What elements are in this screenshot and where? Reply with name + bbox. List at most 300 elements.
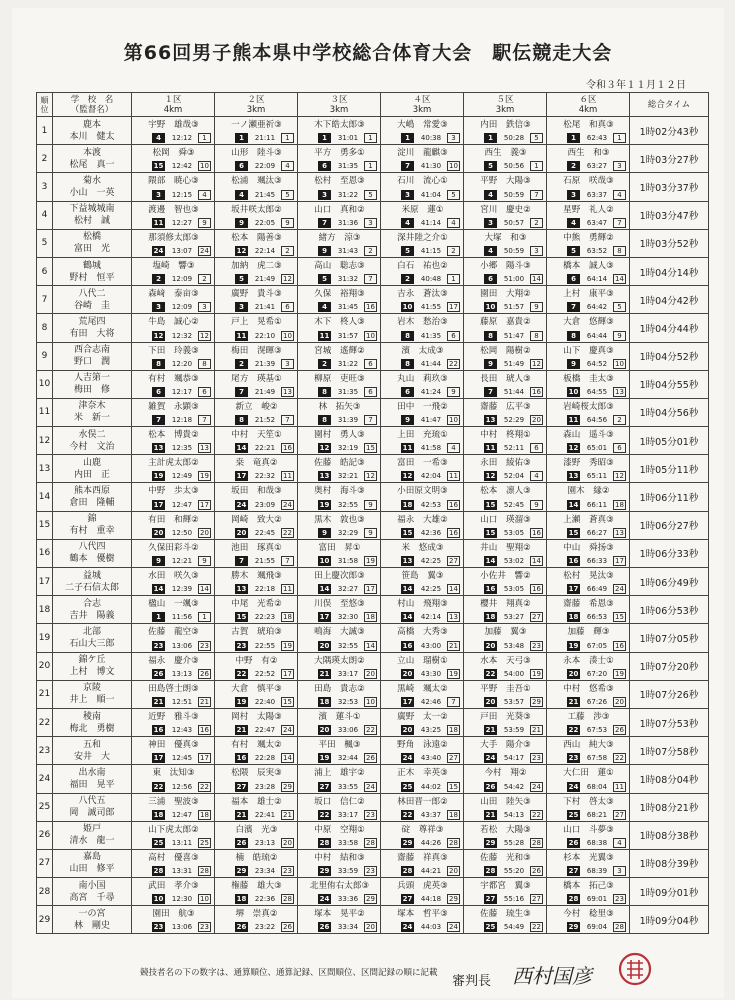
cumulative-rank: 18	[153, 810, 164, 819]
leg-rank: 13	[198, 443, 211, 453]
runner-name: 松岡 陽樹②	[480, 345, 531, 356]
leg-cell	[215, 878, 298, 906]
cumulative-time: 53:57	[503, 697, 525, 706]
total-time: 1時07分20秒	[630, 652, 709, 680]
cumulative-rank: 2	[318, 359, 331, 369]
cumulative-rank: 13	[236, 585, 247, 594]
leg-cell	[132, 878, 215, 906]
cumulative-rank: 18	[402, 500, 413, 509]
leg-cell	[132, 624, 215, 652]
cumulative-time: 44:03	[420, 923, 442, 932]
school-name: 熊本西原	[73, 486, 110, 497]
runner-name: 尾方 瑛基①	[231, 373, 282, 384]
rank-cell: 19	[37, 624, 53, 652]
leg-rank: 12	[613, 471, 626, 481]
runner-name: 上瀬 蒼真③	[563, 514, 614, 525]
leg-rank: 8	[198, 359, 211, 369]
cumulative-time: 67:20	[586, 669, 608, 678]
result-row	[37, 511, 709, 539]
cumulative-time: 67:26	[586, 697, 608, 706]
cumulative-rank: 19	[236, 697, 247, 706]
runner-name: 田島啓士朗③	[148, 683, 199, 694]
leg-rank: 13	[281, 387, 294, 397]
cumulative-rank: 7	[484, 387, 497, 397]
cumulative-time: 12:27	[171, 218, 193, 227]
leg-rank: 5	[530, 133, 543, 143]
cumulative-rank: 3	[484, 218, 497, 228]
cumulative-time: 54:42	[503, 782, 525, 791]
leg-cell	[547, 624, 630, 652]
cumulative-time: 50:59	[503, 190, 525, 199]
leg-rank: 14	[447, 584, 460, 594]
runner-name: 宇都宮 翼③	[480, 881, 531, 892]
runner-name: 北里侑右太郎③	[309, 881, 370, 892]
runner-name: 立山 瑠樹①	[397, 655, 448, 666]
leg-header	[381, 93, 464, 117]
leg-rank: 9	[281, 218, 294, 228]
leg-cell	[132, 314, 215, 342]
cumulative-time: 69:01	[586, 895, 608, 904]
cumulative-rank: 19	[319, 754, 330, 763]
result-row	[37, 483, 709, 511]
cumulative-time: 23:09	[254, 500, 276, 509]
cumulative-time: 67:53	[586, 726, 608, 735]
cumulative-time: 42:25	[420, 585, 442, 594]
runner-name: 平野 圭吾①	[480, 683, 531, 694]
cumulative-time: 68:21	[586, 810, 608, 819]
leg-rank: 7	[281, 415, 294, 425]
runner-name: 笹島 翼③	[401, 571, 444, 581]
judge-label: 審判長	[452, 974, 492, 989]
school-name: 鹿本	[82, 119, 101, 130]
leg-rank: 23	[613, 894, 626, 904]
leg-rank: 13	[613, 387, 626, 397]
leg-rank: 4	[198, 190, 211, 200]
cumulative-rank: 17	[568, 585, 579, 594]
leg-rank: 7	[613, 218, 626, 228]
leg-rank: 15	[613, 612, 626, 622]
leg-rank: 23	[364, 810, 377, 820]
runner-name: 米原 蓮①	[401, 204, 444, 215]
rank-cell: 7	[37, 286, 53, 314]
rank-cell: 9	[37, 342, 53, 370]
leg-cell	[298, 117, 381, 145]
leg-cell	[215, 849, 298, 877]
cumulative-time: 64:44	[586, 331, 608, 340]
footer-note: 競技者名の下の数字は、通算順位、通算記録、区間順位、区間記録の順に記載	[140, 968, 438, 978]
leg-cell	[132, 849, 215, 877]
school-name: 益城	[82, 570, 101, 581]
cumulative-rank: 26	[153, 669, 164, 678]
leg-rank: 15	[281, 697, 294, 707]
cumulative-rank: 1	[235, 133, 248, 143]
cumulative-time: 31:22	[337, 190, 359, 199]
cumulative-rank: 20	[402, 669, 413, 678]
leg-cell	[215, 173, 298, 201]
leg-cell	[381, 539, 464, 567]
manager-name: 谷崎 圭	[73, 300, 110, 311]
runner-name: 下田 玲義③	[148, 345, 199, 356]
cumulative-rank: 16	[568, 557, 579, 565]
leg-cell	[547, 201, 630, 229]
result-row	[37, 680, 709, 708]
leg-rank: 6	[613, 443, 626, 453]
runner-name: 正木 幸英③	[397, 768, 448, 779]
runner-name: 岩崎桜太郎③	[563, 401, 614, 412]
leg-cell	[298, 286, 381, 314]
cumulative-time: 63:37	[586, 190, 608, 199]
cumulative-rank: 5	[484, 161, 497, 171]
cumulative-time: 52:04	[503, 472, 525, 481]
cumulative-rank: 24	[568, 782, 579, 791]
leg-cell	[132, 427, 215, 455]
runner-name: 田中 一飛②	[397, 401, 448, 412]
leg-cell	[381, 793, 464, 821]
cumulative-rank: 7	[318, 218, 331, 228]
leg-rank: 2	[613, 415, 626, 425]
result-row	[37, 737, 709, 765]
leg-rank: 16	[447, 500, 460, 510]
cumulative-rank: 22	[153, 782, 164, 791]
leg-cell	[547, 821, 630, 849]
leg-rank: 20	[364, 922, 377, 932]
leg-rank: 7	[364, 274, 377, 284]
cumulative-rank: 5	[401, 246, 414, 256]
runner-name: 大隅瑛太朗②	[314, 655, 365, 666]
school-name: 京陵	[82, 683, 101, 694]
leg-rank: 16	[198, 725, 211, 735]
leg-cell	[215, 229, 298, 257]
runner-name: 大倉 慎平③	[231, 683, 282, 694]
cumulative-time: 22:32	[254, 472, 276, 481]
cumulative-time: 21:49	[254, 275, 276, 284]
leg-cell	[547, 257, 630, 285]
runner-name: 田上慶次郎③	[314, 571, 365, 581]
result-row	[37, 117, 709, 145]
cumulative-time: 12:39	[171, 585, 193, 594]
leg-rank: 8	[613, 246, 626, 256]
school-cell	[53, 145, 132, 173]
runner-name: 松尾 和真③	[563, 120, 614, 130]
cumulative-rank: 5	[235, 274, 248, 284]
leg-name: ６区	[579, 94, 597, 105]
runner-name: 園木 縁②	[567, 486, 610, 497]
school-cell	[53, 286, 132, 314]
cumulative-rank: 3	[235, 302, 248, 312]
runner-name: 兵頭 虎英③	[397, 881, 448, 892]
leg-distance: 3km	[246, 104, 266, 115]
leg-cell	[132, 511, 215, 539]
cumulative-rank: 6	[401, 387, 414, 397]
school-name: 山鹿	[82, 457, 101, 468]
school-name: 松橋	[82, 232, 101, 243]
leg-rank: 10	[198, 894, 211, 904]
leg-cell	[547, 539, 630, 567]
leg-rank: 21	[530, 725, 543, 735]
leg-cell	[132, 455, 215, 483]
cumulative-rank: 14	[236, 444, 247, 453]
cumulative-rank: 10	[485, 303, 496, 312]
leg-rank: 10	[281, 331, 294, 341]
cumulative-time: 33:58	[337, 838, 359, 847]
leg-cell	[547, 680, 630, 708]
cumulative-rank: 2	[401, 274, 414, 284]
cumulative-rank: 1	[401, 133, 414, 143]
school-cell	[53, 906, 132, 934]
cumulative-time: 12:45	[171, 754, 193, 763]
leg-cell	[464, 286, 547, 314]
cumulative-rank: 11	[568, 416, 579, 425]
cumulative-rank: 13	[568, 472, 579, 481]
runner-name: 廣野 貴斗③	[231, 289, 282, 300]
leg-rank: 7	[364, 415, 377, 425]
cumulative-rank: 26	[236, 838, 247, 847]
leg-rank: 14	[281, 753, 294, 763]
school-cell	[53, 737, 132, 765]
leg-cell	[381, 765, 464, 793]
runner-name: 松村 晃汰③	[563, 571, 614, 581]
leg-rank: 28	[198, 866, 211, 876]
cumulative-time: 22:41	[254, 810, 276, 819]
total-time: 1時07分05秒	[630, 624, 709, 652]
cumulative-time: 64:56	[586, 416, 608, 425]
cumulative-time: 33:55	[337, 782, 359, 791]
rank-cell: 4	[37, 201, 53, 229]
cumulative-time: 33:17	[337, 669, 359, 678]
leg-rank: 10	[364, 331, 377, 341]
runner-name: 水田 咲久③	[148, 571, 199, 581]
cumulative-time: 13:13	[171, 669, 193, 678]
cumulative-rank: 18	[485, 613, 496, 622]
total-time: 1時05分01秒	[630, 427, 709, 455]
runner-name: 宇野 雄哉③	[148, 120, 199, 130]
leg-cell	[547, 145, 630, 173]
runner-name: 杉本 光翼③	[563, 852, 614, 863]
school-name: 津奈木	[78, 401, 106, 412]
leg-rank: 16	[530, 528, 543, 538]
leg-cell	[298, 427, 381, 455]
runner-name: 主計虎太郎②	[148, 458, 199, 469]
rank-cell: 21	[37, 680, 53, 708]
cumulative-rank: 11	[236, 331, 247, 340]
cumulative-time: 68:39	[586, 867, 608, 876]
leg-rank: 27	[447, 753, 460, 763]
rank-cell: 10	[37, 370, 53, 398]
cumulative-time: 53:05	[503, 528, 525, 537]
runner-name: 大仁田 蓮①	[563, 768, 614, 779]
manager-name: 岡 誠司郎	[69, 808, 115, 819]
cumulative-rank: 20	[485, 641, 496, 650]
cumulative-rank: 16	[153, 726, 164, 735]
school-header	[53, 93, 132, 117]
cumulative-rank: 1	[484, 133, 497, 143]
cumulative-rank: 27	[402, 895, 413, 904]
leg-cell	[547, 737, 630, 765]
leg-rank: 26	[613, 725, 626, 735]
cumulative-time: 31:22	[337, 359, 359, 368]
runner-name: 中山 舜扬③	[563, 542, 614, 553]
cumulative-time: 42:36	[420, 528, 442, 537]
cumulative-rank: 1	[567, 133, 580, 143]
leg-cell	[298, 398, 381, 426]
cumulative-time: 12:49	[171, 472, 193, 481]
leg-cell	[215, 257, 298, 285]
leg-cell	[547, 568, 630, 596]
cumulative-rank: 15	[236, 613, 247, 622]
cumulative-rank: 17	[236, 472, 247, 481]
total-time: 1時03分52秒	[630, 229, 709, 257]
leg-cell	[132, 680, 215, 708]
leg-distance: 4km	[163, 104, 183, 115]
runner-name: 富田 一希③	[397, 458, 448, 469]
school-name: 人吉第一	[73, 373, 110, 384]
leg-cell	[215, 427, 298, 455]
leg-cell	[464, 539, 547, 567]
cumulative-time: 68:04	[586, 782, 608, 791]
cumulative-rank: 7	[152, 415, 165, 425]
runner-name: 中村 天笙①	[231, 430, 282, 441]
school-cell	[53, 511, 132, 539]
runner-name: 森﨑 泰亩③	[148, 289, 199, 300]
runner-name: 福永 慶介③	[148, 655, 199, 666]
runner-name: 佐藤 琉生③	[480, 909, 531, 920]
cumulative-rank: 24	[402, 923, 413, 932]
leg-rank: 24	[198, 246, 211, 256]
cumulative-time: 23:34	[254, 867, 276, 876]
leg-cell	[132, 342, 215, 370]
leg-rank: 8	[530, 331, 543, 341]
leg-cell	[464, 314, 547, 342]
runner-name: 齋藤 希恩③	[563, 599, 614, 610]
leg-rank: 5	[364, 190, 377, 200]
leg-cell	[464, 765, 547, 793]
cumulative-time: 22:55	[254, 641, 276, 650]
manager-name: 野村 恒平	[69, 272, 115, 283]
school-cell	[53, 229, 132, 257]
cumulative-rank: 26	[485, 782, 496, 791]
cumulative-time: 32:19	[337, 444, 359, 453]
cumulative-time: 21:45	[254, 190, 276, 199]
result-row	[37, 793, 709, 821]
school-name: 西合志南	[73, 345, 110, 356]
leg-rank: 4	[613, 190, 626, 200]
runner-name: 山下虎太郎②	[148, 824, 199, 835]
leg-rank: 27	[447, 556, 460, 566]
header-row	[37, 93, 709, 117]
manager-name: 富田 光	[73, 244, 110, 255]
leg-cell	[215, 624, 298, 652]
leg-cell	[547, 314, 630, 342]
runner-name: 山口 斗夢③	[563, 824, 614, 835]
runner-name: 中野 有②	[235, 655, 278, 666]
leg-rank: 22	[447, 359, 460, 369]
leg-rank: 3	[198, 302, 211, 312]
runner-name: 山口 瑛溜③	[480, 514, 531, 525]
leg-cell	[464, 145, 547, 173]
runner-name: 山形 陸斗③	[231, 148, 282, 159]
leg-rank: 17	[613, 556, 626, 566]
leg-cell	[132, 737, 215, 765]
leg-cell	[464, 257, 547, 285]
leg-cell	[381, 878, 464, 906]
judge-signature: 西村国彦	[512, 964, 592, 988]
cumulative-time: 31:43	[337, 246, 359, 255]
leg-header	[298, 93, 381, 117]
leg-cell	[381, 229, 464, 257]
cumulative-rank: 27	[319, 782, 330, 791]
school-cell	[53, 849, 132, 877]
school-name: 下益城城南	[69, 204, 115, 215]
cumulative-rank: 20	[568, 669, 579, 678]
cumulative-time: 12:18	[171, 416, 193, 425]
leg-rank: 23	[198, 922, 211, 932]
runner-name: 浦上 雄宇②	[314, 768, 365, 779]
leg-cell	[381, 117, 464, 145]
cumulative-rank: 3	[318, 190, 331, 200]
leg-cell	[298, 568, 381, 596]
runner-name: 宮城 遙輝②	[314, 345, 365, 356]
cumulative-time: 42:04	[420, 472, 442, 481]
leg-distance: 3km	[412, 104, 432, 115]
runner-name: 坂口 信仁②	[314, 796, 365, 807]
runner-name: 工藤 渉③	[567, 711, 610, 722]
leg-cell	[381, 286, 464, 314]
leg-rank: 21	[198, 697, 211, 707]
runner-name: 林 拓矢③	[318, 401, 361, 412]
runner-name: 牛島 誠心②	[148, 317, 199, 328]
school-cell	[53, 455, 132, 483]
leg-rank: 4	[530, 471, 543, 481]
cumulative-rank: 4	[318, 302, 331, 312]
total-time: 1時04分55秒	[630, 370, 709, 398]
manager-name: 高宮 千尋	[69, 892, 115, 903]
runner-name: 山田 陸矢③	[480, 796, 531, 807]
cumulative-time: 64:42	[586, 303, 608, 312]
cumulative-rank: 6	[152, 387, 165, 397]
total-time: 1時02分43秒	[630, 117, 709, 145]
leg-cell	[381, 652, 464, 680]
cumulative-rank: 9	[318, 246, 331, 256]
cumulative-rank: 11	[153, 218, 164, 227]
cumulative-rank: 23	[568, 754, 579, 763]
leg-rank: 9	[447, 387, 460, 397]
cumulative-time: 12:21	[171, 557, 193, 565]
cumulative-time: 12:51	[171, 697, 193, 706]
runner-name: 楹山 一颯③	[148, 599, 199, 610]
cumulative-rank: 7	[235, 387, 248, 397]
leg-cell	[547, 878, 630, 906]
cumulative-time: 44:18	[420, 895, 442, 904]
leg-rank: 26	[530, 866, 543, 876]
cumulative-time: 22:21	[254, 444, 276, 453]
cumulative-rank: 1	[152, 612, 165, 622]
leg-cell	[298, 314, 381, 342]
school-cell	[53, 680, 132, 708]
manager-name: 吉井 陽義	[69, 610, 115, 621]
leg-cell	[132, 568, 215, 596]
leg-rank: 27	[530, 894, 543, 904]
runner-name: 加藤 輝③	[567, 627, 610, 638]
seal-stamp-icon	[618, 952, 652, 986]
leg-rank: 24	[530, 782, 543, 792]
leg-rank: 9	[613, 331, 626, 341]
cumulative-time: 22:52	[254, 669, 276, 678]
runner-name: 池田 琢真①	[231, 542, 282, 553]
total-time: 1時06分53秒	[630, 596, 709, 624]
leg-rank: 28	[447, 838, 460, 848]
cumulative-rank: 4	[152, 133, 165, 143]
manager-name: 野口 潤	[73, 357, 110, 368]
